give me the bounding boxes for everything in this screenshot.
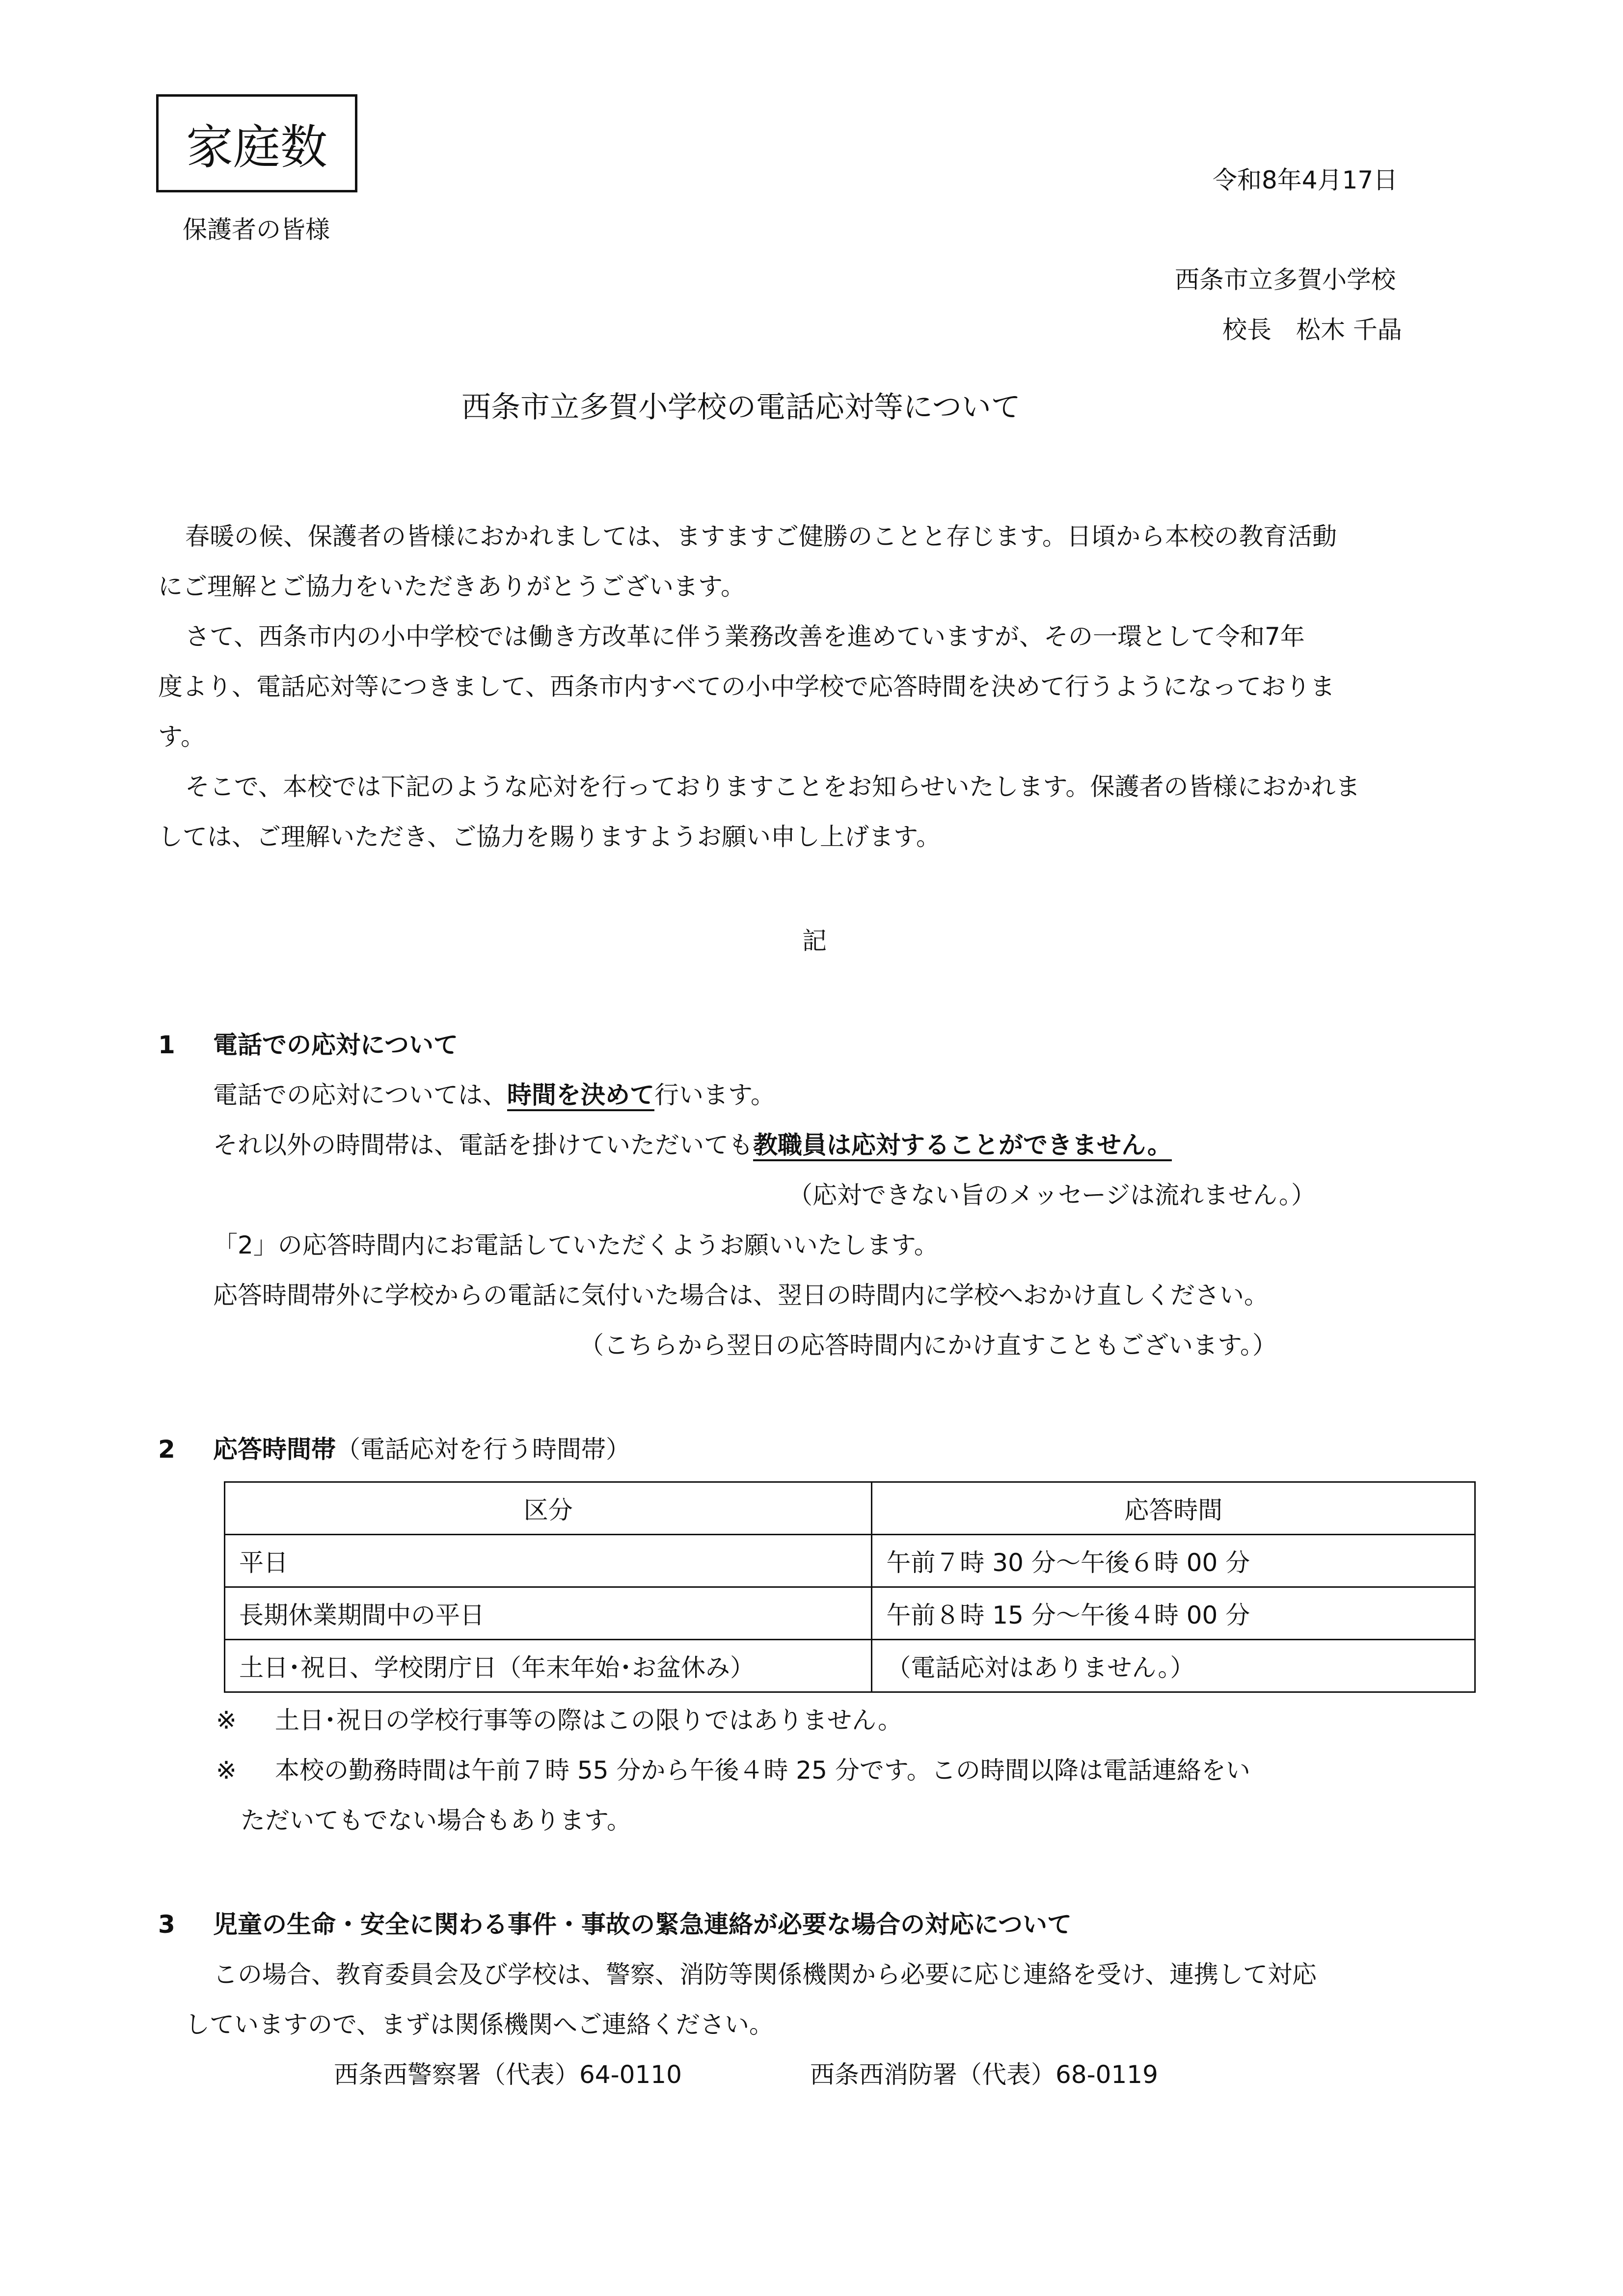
section-1-heading: 電話での応対について xyxy=(213,1031,458,1059)
note-1-mark: ※ xyxy=(216,1706,237,1735)
section-1-line6: （こちらから翌日の応答時間内にかけ直すこともございます。） xyxy=(579,1331,1277,1360)
intro-p3-line2: しては、ご理解いただき、ご協力を賜りますようお願い申し上げます。 xyxy=(158,823,941,851)
intro-p2-line2: 度より、電話応対等につきまして、西条市内すべての小中学校で応答時間を決めて行うようになっておりま xyxy=(158,672,1335,701)
ki-mark: 記 xyxy=(802,927,827,955)
intro-p2-line3: す。 xyxy=(158,722,205,751)
sender-principal: 校長 松木 千晶 xyxy=(1222,316,1402,344)
table-header-category: 区分 xyxy=(225,1482,872,1535)
section-2-heading: 応答時間帯 xyxy=(213,1435,336,1464)
table-cell: 平日 xyxy=(225,1535,872,1587)
section-2-heading-line xyxy=(213,1437,630,1462)
table-header-row xyxy=(225,1482,1475,1535)
distribution-stamp: 家庭数 xyxy=(156,94,357,192)
table-row xyxy=(225,1587,1475,1640)
table-cell: 土日･祝日、学校閉庁日（年末年始･お盆休み） xyxy=(225,1640,872,1692)
line1-emphasis: 時間を決めて xyxy=(507,1081,654,1109)
table-header-hours: 応答時間 xyxy=(872,1482,1475,1535)
intro-p3-line1: そこで、本校では下記のような応対を行っておりますことをお知らせいたします。保護者の皆様におかれま xyxy=(185,773,1360,801)
police-contact: 西条西警察署（代表）64-0110 xyxy=(334,2060,682,2089)
recipient: 保護者の皆様 xyxy=(183,215,330,244)
section-1-line5: 応答時間帯外に学校からの電話に気付いた場合は、翌日の時間内に学校へおかけ直しください。 xyxy=(213,1281,1269,1309)
response-hours-table xyxy=(224,1481,1476,1693)
note-2-line2: ただいてもでない場合もあります。 xyxy=(241,1806,631,1835)
sender-school: 西条市立多賀小学校 xyxy=(1175,266,1396,294)
section-2-number: 2 xyxy=(158,1435,175,1464)
section-1-line2 xyxy=(213,1133,1172,1157)
note-2-mark: ※ xyxy=(216,1756,237,1785)
section-1-line1 xyxy=(213,1083,775,1107)
section-3-line2: していますので、まずは関係機関へご連絡ください。 xyxy=(185,2010,774,2039)
table-cell: 長期休業期間中の平日 xyxy=(225,1587,872,1640)
section-2-heading-note: （電話応対を行う時間帯） xyxy=(336,1435,630,1464)
table-cell: 午前７時 30 分～午後６時 00 分 xyxy=(872,1535,1475,1587)
section-1-number: 1 xyxy=(158,1031,175,1059)
section-1-line3: （応対できない旨のメッセージは流れません。） xyxy=(788,1181,1316,1209)
line1-text: 電話での応対については、 xyxy=(213,1081,507,1109)
section-3-line1: この場合、教育委員会及び学校は、警察、消防等関係機関から必要に応じ連絡を受け、連携して対応 xyxy=(213,1960,1317,1989)
intro-p1-line2: にご理解とご協力をいただきありがとうございます。 xyxy=(158,572,745,601)
line2-emphasis: 教職員は応対することができません。 xyxy=(753,1131,1172,1159)
section-3-number: 3 xyxy=(158,1910,175,1939)
document-date: 令和8年4月17日 xyxy=(1213,166,1398,194)
intro-p1-line1: 春暖の候、保護者の皆様におかれましては、ますますご健勝のことと存じます。日頃から本校の教育活動 xyxy=(185,522,1337,551)
table-cell: （電話応対はありません。） xyxy=(872,1640,1475,1692)
table-row xyxy=(225,1640,1475,1692)
document-title: 西条市立多賀小学校の電話応対等について xyxy=(461,390,1021,425)
section-3-heading: 児童の生命・安全に関わる事件・事故の緊急連絡が必要な場合の対応について xyxy=(213,1910,1072,1939)
fire-contact: 西条西消防署（代表）68-0119 xyxy=(810,2060,1158,2089)
section-1-line4: 「2」の応答時間内にお電話していただくようお願いいたします。 xyxy=(213,1231,939,1259)
table-cell: 午前８時 15 分～午後４時 00 分 xyxy=(872,1587,1475,1640)
note-2-line1: 本校の勤務時間は午前７時 55 分から午後４時 25 分です。この時間以降は電話連絡をい xyxy=(275,1756,1250,1785)
note-1: 土日･祝日の学校行事等の際はこの限りではありません。 xyxy=(275,1706,902,1735)
intro-p2-line1: さて、西条市内の小中学校では働き方改革に伴う業務改善を進めていますが、その一環として令和7年 xyxy=(185,622,1305,651)
table-row xyxy=(225,1535,1475,1587)
line1-text-end: 行います。 xyxy=(654,1081,775,1109)
line2-text: それ以外の時間帯は、電話を掛けていただいても xyxy=(213,1131,753,1159)
